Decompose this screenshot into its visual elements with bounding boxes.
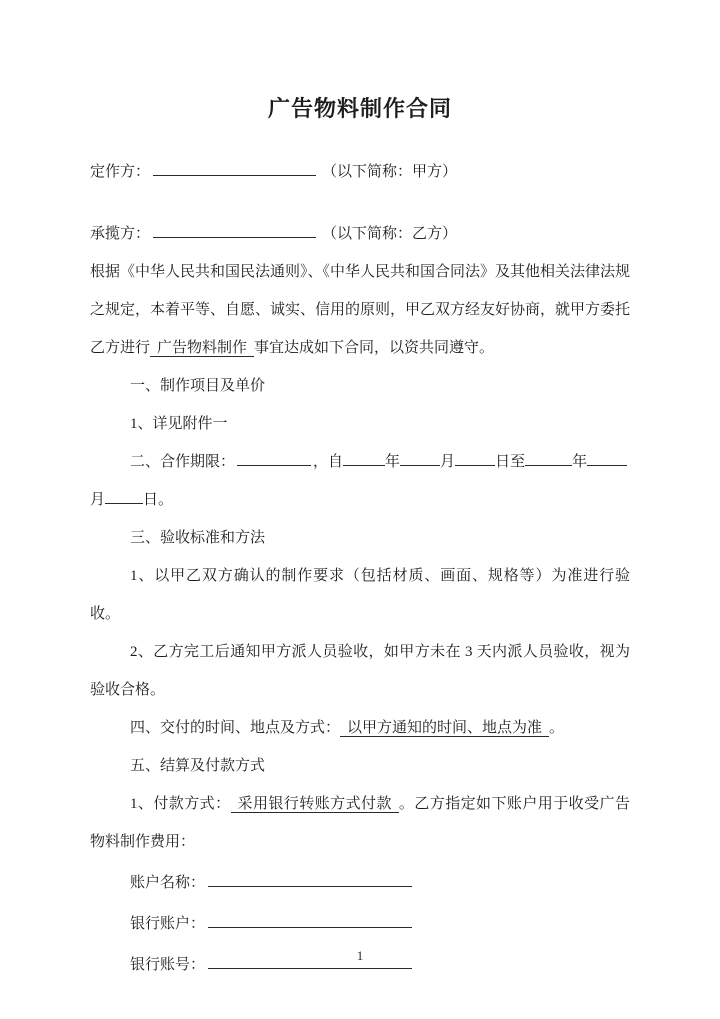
section4-underlined-delivery-terms: 以甲方通知的时间、地点为准 — [340, 720, 549, 737]
contractor-suffix: （以下简称：乙方） — [322, 226, 458, 242]
contractor-label: 承揽方： — [90, 226, 151, 242]
orderer-label: 定作方： — [90, 164, 151, 180]
bank-account-label: 银行账户： — [130, 916, 206, 932]
orderer-suffix: （以下简称：甲方） — [322, 164, 458, 180]
section1-item1: 1、详见附件一 — [130, 416, 228, 432]
account-name-label: 账户名称： — [130, 875, 206, 891]
preamble-text-after: 事宜达成如下合同，以资共同遵守。 — [254, 340, 495, 356]
section1-heading: 一、制作项目及单价 — [130, 378, 266, 394]
section2-term-line — [90, 443, 630, 481]
section2-month1-label: 月 — [440, 454, 456, 470]
section3-item2: 2、乙方完工后通知甲方派人员验收，如甲方未在 3 天内派人员验收，视为验收合格。 — [90, 644, 630, 698]
end-month-blank — [587, 450, 627, 466]
preamble-underlined-subject: 广告物料制作 — [150, 340, 254, 357]
section5-heading: 五、结算及付款方式 — [130, 758, 266, 774]
section4-prefix: 四、交付的时间、地点及方式： — [130, 720, 341, 736]
account-name-blank — [208, 871, 412, 887]
section3-heading: 三、验收标准和方法 — [130, 530, 266, 546]
contractor-name-blank — [153, 222, 316, 238]
section2-from-label: ，自 — [313, 454, 344, 470]
section2-end-label: 日。 — [143, 492, 174, 508]
bank-account-row — [90, 905, 630, 943]
section5-item1-suffix: 。乙方指定如下账户用于收受广告物料制作费用： — [90, 796, 630, 850]
preamble-text-before: 根据《中华人民共和国民法通则》、《中华人民共和国合同法》及其他相关法律法规之规定，本着平等、自愿、诚实、信用的原则，甲乙双方经友好协商，就甲方委托乙方进行 — [90, 264, 631, 356]
start-day-blank — [455, 450, 495, 466]
section2-year2-label: 年 — [572, 454, 588, 470]
section4-suffix: 。 — [549, 720, 565, 736]
party-line-contractor — [90, 215, 630, 253]
section5-item1 — [90, 785, 630, 861]
section2-term-line-continuation — [90, 481, 630, 519]
orderer-name-blank — [153, 160, 316, 176]
end-day-blank — [105, 488, 143, 504]
bank-account-blank — [208, 912, 412, 928]
section2-to-label: 日至 — [495, 454, 526, 470]
bank-number-label: 银行账号： — [130, 957, 206, 973]
page-number: 1 — [356, 948, 364, 963]
party-line-orderer — [90, 153, 630, 191]
section4-delivery-line — [90, 709, 630, 747]
start-year-blank — [343, 450, 385, 466]
document-title: 广告物料制作合同 — [267, 96, 452, 121]
preamble-paragraph — [90, 253, 630, 367]
start-month-blank — [400, 450, 440, 466]
account-name-row — [90, 864, 630, 902]
term-blank — [237, 450, 311, 466]
section3-item1: 1、以甲乙双方确认的制作要求（包括材质、画面、规格等）为准进行验收。 — [90, 568, 630, 622]
section5-item1-prefix: 1、付款方式： — [130, 796, 231, 812]
section2-year1-label: 年 — [385, 454, 401, 470]
section5-underlined-payment-method: 采用银行转账方式付款 — [231, 796, 399, 813]
section2-prefix: 二、合作期限： — [130, 454, 236, 470]
end-year-blank — [525, 450, 572, 466]
section2-month2-label: 月 — [90, 492, 106, 508]
